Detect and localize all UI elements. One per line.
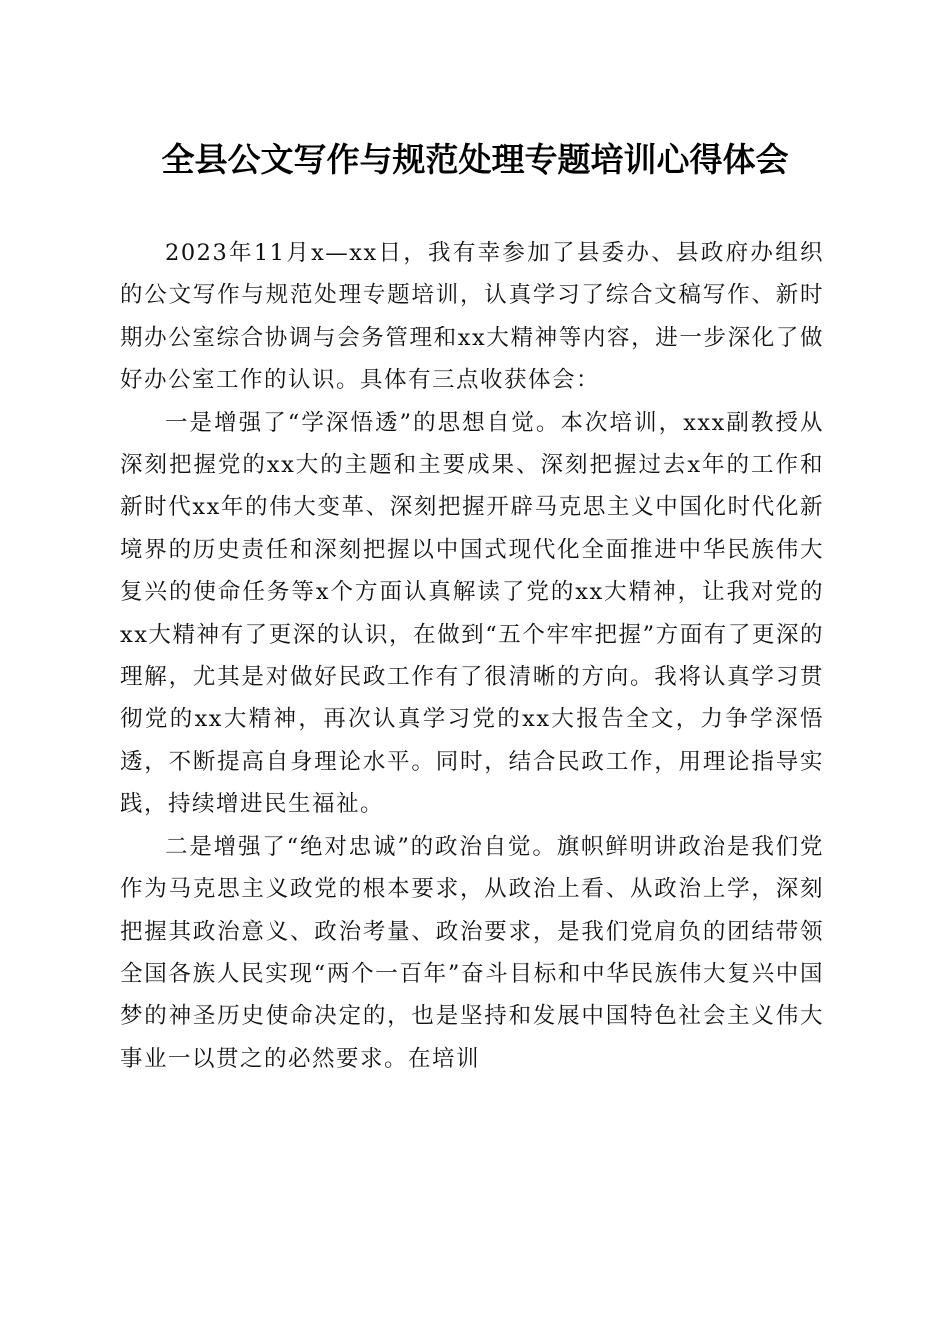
paragraph-point-one: 一是增强了“学深悟透”的思想自觉。本次培训，xxx副教授从深刻把握党的xx大的主题和主要成果、深刻把握过去x年的工作和新时代xx年的伟大变革、深刻把握开辟马克思主义中国化时代化新境界的历史责任和深刻把握以中国式现代化全面推进中华民族伟大复兴的使命任务等x个方面认真解读了党的xx大精神，让我对党的xx大精神有了更深的认识，在做到“五个牢牢把握”方面有了更深的理解，尤其是对做好民政工作有了很清晰的方向。我将认真学习贯彻党的xx大精神，再次认真学习党的xx大报告全文，力争学深悟透，不断提高自身理论水平。同时，结合民政工作，用理论指导实践，持续增进民生福祉。 bbox=[120, 409, 824, 818]
document-body bbox=[120, 232, 824, 1080]
document-title: 全县公文写作与规范处理专题培训心得体会 bbox=[161, 140, 789, 179]
paragraph-intro: 2023年11月x—xx日，我有幸参加了县委办、县政府办组织的公文写作与规范处理专题培训，认真学习了综合文稿写作、新时期办公室综合协调与会务管理和xx大精神等内容，进一步深化了做好办公室工作的认识。具体有三点收获体会： bbox=[120, 240, 824, 394]
paragraph-point-two: 二是增强了“绝对忠诚”的政治自觉。旗帜鲜明讲政治是我们党作为马克思主义政党的根本要求，从政治上看、从政治上学，深刻把握其政治意义、政治考量、政治要求，是我们党肩负的团结带领全国各族人民实现“两个一百年”奋斗目标和中华民族伟大复兴中国梦的神圣历史使命决定的，也是坚持和发展中国特色社会主义伟大事业一以贯之的必然要求。在培训 bbox=[120, 833, 824, 1072]
